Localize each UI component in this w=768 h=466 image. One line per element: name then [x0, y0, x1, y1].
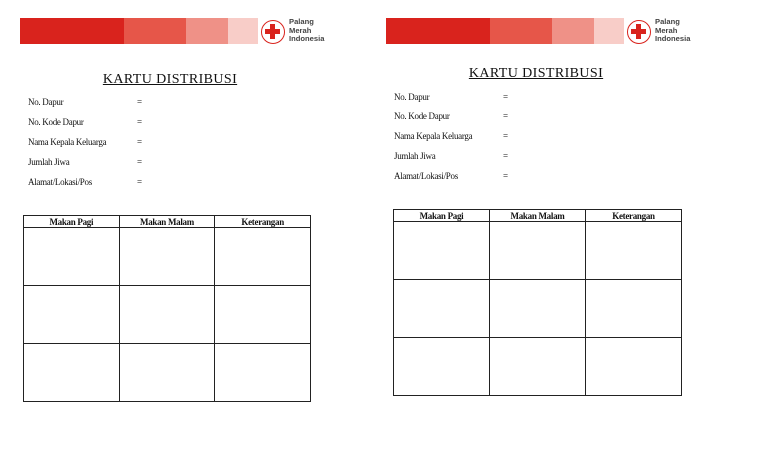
header-makan-pagi: Makan Pagi — [394, 210, 490, 222]
table-cell[interactable] — [24, 228, 120, 286]
field-label: No. Dapur — [28, 97, 64, 107]
red-cross-icon — [261, 20, 285, 44]
table-cell[interactable] — [586, 338, 682, 396]
field-separator: = — [503, 131, 508, 141]
field-label: Jumlah Jiwa — [28, 157, 70, 167]
meal-table — [23, 215, 311, 402]
meal-table — [393, 209, 682, 396]
field-nama-kepala-keluarga — [394, 131, 508, 141]
field-label: Alamat/Lokasi/Pos — [394, 171, 458, 181]
table-row — [24, 344, 311, 402]
logo-text-line2: Merah — [655, 25, 678, 35]
pmi-logo — [627, 18, 690, 44]
field-label: Nama Kepala Keluarga — [394, 131, 473, 141]
field-separator: = — [137, 117, 142, 127]
field-label: Alamat/Lokasi/Pos — [28, 177, 92, 187]
table-cell[interactable] — [490, 338, 586, 396]
field-alamat — [28, 177, 142, 187]
field-separator: = — [503, 151, 508, 161]
table-cell[interactable] — [490, 222, 586, 280]
distribution-card-left — [20, 0, 325, 466]
field-label: No. Dapur — [394, 92, 430, 102]
field-no-dapur — [394, 92, 508, 102]
table-row — [394, 280, 682, 338]
table-cell[interactable] — [490, 280, 586, 338]
field-nama-kepala-keluarga — [28, 137, 142, 147]
logo-text-line1: Palang — [289, 17, 314, 26]
header-keterangan: Keterangan — [215, 216, 311, 228]
header-makan-malam: Makan Malam — [490, 210, 586, 222]
field-jumlah-jiwa — [28, 157, 142, 167]
distribution-card-right — [386, 0, 691, 466]
table-row — [394, 222, 682, 280]
table-row — [24, 286, 311, 344]
table-cell[interactable] — [394, 338, 490, 396]
header-stripes — [20, 18, 258, 44]
card-title: KARTU DISTRIBUSI — [468, 66, 604, 81]
header-stripes — [386, 18, 624, 44]
field-label: Jumlah Jiwa — [394, 151, 436, 161]
field-separator: = — [503, 171, 508, 181]
header-makan-pagi: Makan Pagi — [24, 216, 120, 228]
table-cell[interactable] — [119, 228, 215, 286]
red-cross-icon — [627, 20, 651, 44]
table-row — [394, 338, 682, 396]
field-label: Nama Kepala Keluarga — [28, 137, 107, 147]
table-cell[interactable] — [586, 280, 682, 338]
table-cell[interactable] — [24, 286, 120, 344]
field-jumlah-jiwa — [394, 151, 508, 161]
field-label: No. Kode Dapur — [28, 117, 84, 127]
header-makan-malam: Makan Malam — [119, 216, 215, 228]
field-separator: = — [137, 97, 142, 107]
field-separator: = — [503, 111, 508, 121]
logo-text-line3: Indonesia — [655, 34, 691, 44]
logo-text-line1: Palang — [655, 17, 680, 26]
field-separator: = — [503, 92, 508, 102]
table-row — [24, 228, 311, 286]
table-cell[interactable] — [394, 280, 490, 338]
field-label: No. Kode Dapur — [394, 111, 450, 121]
table-cell[interactable] — [119, 344, 215, 402]
field-separator: = — [137, 137, 142, 147]
logo-text-line3: Indonesia — [289, 34, 325, 44]
field-no-kode-dapur — [394, 111, 508, 121]
field-separator: = — [137, 157, 142, 167]
field-no-kode-dapur — [28, 117, 142, 127]
table-cell[interactable] — [394, 222, 490, 280]
header-keterangan: Keterangan — [586, 210, 682, 222]
field-separator: = — [137, 177, 142, 187]
logo-text-line2: Merah — [289, 25, 312, 35]
card-title: KARTU DISTRIBUSI — [102, 72, 238, 87]
table-cell[interactable] — [586, 222, 682, 280]
table-cell[interactable] — [119, 286, 215, 344]
pmi-logo — [261, 18, 324, 44]
table-cell[interactable] — [215, 344, 311, 402]
field-no-dapur — [28, 97, 142, 107]
table-cell[interactable] — [215, 228, 311, 286]
table-cell[interactable] — [24, 344, 120, 402]
field-alamat — [394, 171, 508, 181]
table-cell[interactable] — [215, 286, 311, 344]
